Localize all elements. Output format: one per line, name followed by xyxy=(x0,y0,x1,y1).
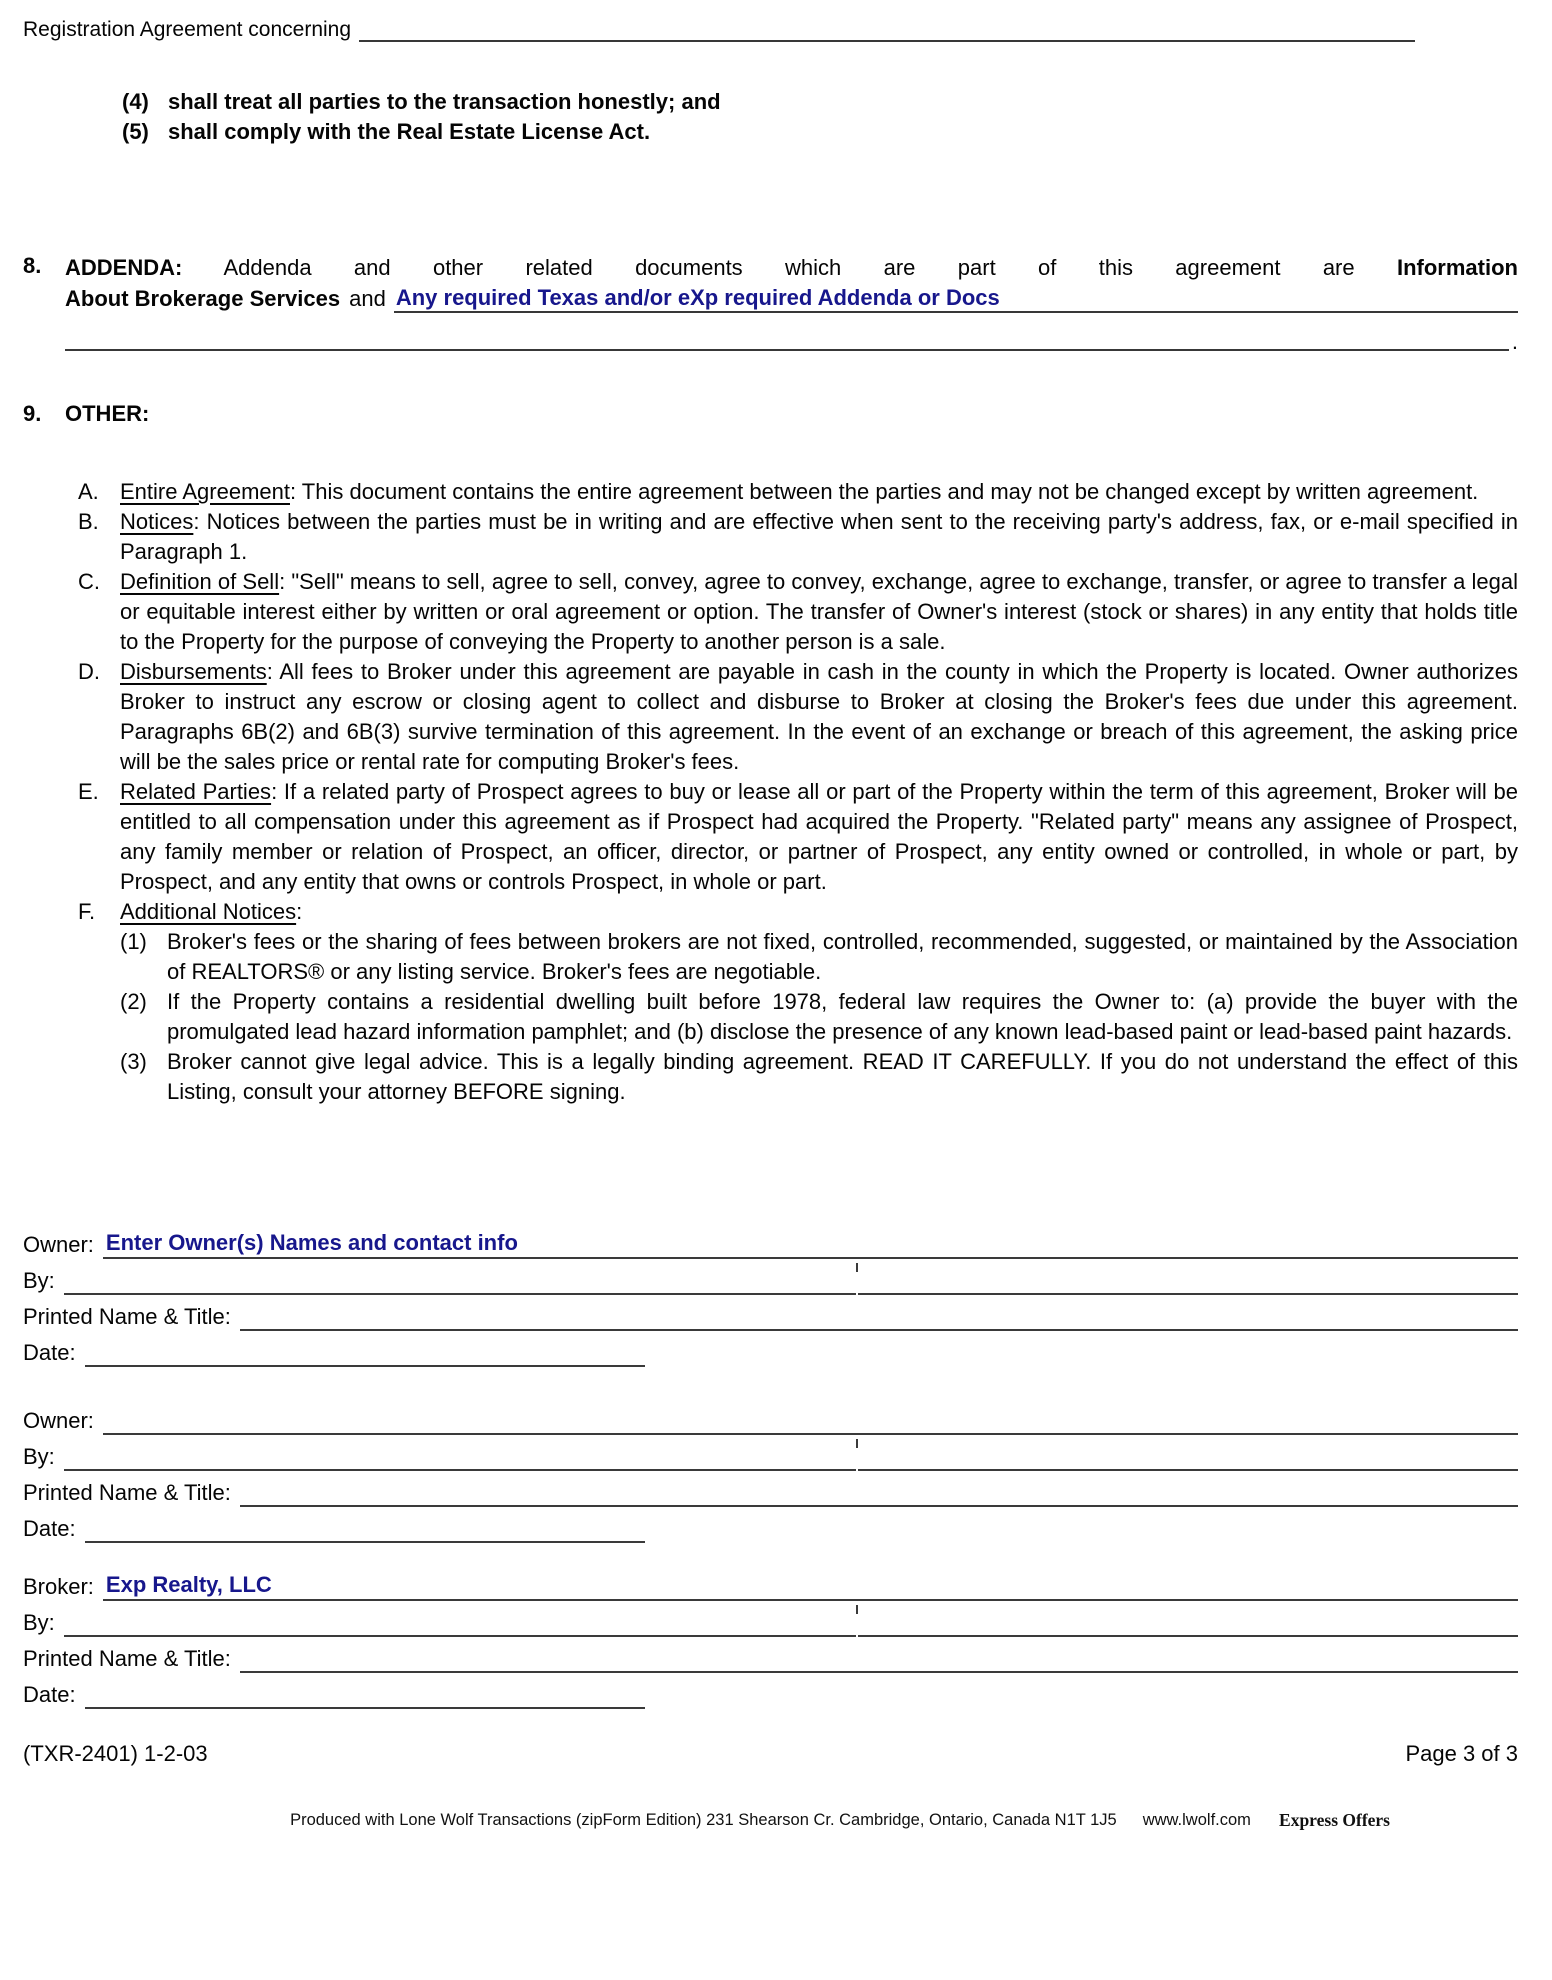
owner1-printed-row xyxy=(23,1299,1518,1335)
item-d-letter: D. xyxy=(78,659,100,684)
item-f-sub-3 xyxy=(120,1047,1518,1107)
broker-name-row xyxy=(23,1569,1518,1605)
item-e-related-parties xyxy=(78,777,1518,897)
owner1-date-label: Date: xyxy=(23,1340,76,1365)
owner2-label: Owner: xyxy=(23,1408,94,1433)
item-a-body xyxy=(120,477,1518,507)
owner2-signature-field[interactable] xyxy=(64,1439,856,1471)
section-8-addenda xyxy=(23,253,1518,355)
item-f-sub-2 xyxy=(120,987,1518,1047)
section-8-title: ADDENDA: xyxy=(65,255,183,280)
owner2-signature-block xyxy=(23,1403,1518,1547)
broker-name-field[interactable] xyxy=(103,1569,1518,1601)
owner2-name-row xyxy=(23,1403,1518,1439)
owner2-by-row xyxy=(23,1439,1518,1475)
item-c-letter: C. xyxy=(78,569,100,594)
owner2-date-label: Date: xyxy=(23,1516,76,1541)
produced-by-row xyxy=(23,1809,1518,1835)
page-number: Page 3 of 3 xyxy=(1405,1741,1518,1766)
item-d-text: : All fees to Broker under this agreement are payable in cash in the county in which the Property is located. Owner authorizes Broker to instruct any escrow or closing agent to collect and disburse to Broker at closing the Broker's fees due under this agreement. Paragraphs 6B(2) and 6B(3) survive termination of this agreement. In the event of an exchange or breach of this agreement, the asking price will be the sales price or rental rate for computing Broker's fees. xyxy=(120,659,1518,774)
section-8-bold-information: Information xyxy=(1396,255,1518,280)
item-d-body xyxy=(120,657,1518,777)
owner1-signature-field-2[interactable] xyxy=(858,1263,1518,1295)
section-9-number: 9. xyxy=(23,401,42,426)
item-b-letter: B. xyxy=(78,509,99,534)
item-f-sub-1-text: Broker's fees or the sharing of fees between brokers are not fixed, controlled, recommended, suggested, or maintained by the Association of REALTORS® or any listing service. Broker's fees are negotiable. xyxy=(167,929,1518,984)
item-b-notices xyxy=(78,507,1518,567)
produced-by-text: Produced with Lone Wolf Transactions (zipForm Edition) 231 Shearson Cr. Cambridge, Ontario, Canada N1T 1J5 xyxy=(290,1811,1117,1829)
item-f-sub-1 xyxy=(120,927,1518,987)
owner1-date-field[interactable] xyxy=(85,1335,645,1367)
item-b-heading: Notices xyxy=(120,509,194,534)
page-footer xyxy=(23,1739,1518,1769)
item-c-definition-of-sell xyxy=(78,567,1518,657)
item-f-sub-2-text: If the Property contains a residential dwelling built before 1978, federal law requires the Owner to: (a) provide the buyer with the promulgated lead hazard information pamphlet; and (b) disclose the presence of any known lead-based paint or lead-based paint hazards. xyxy=(167,989,1518,1044)
item-f-body xyxy=(120,897,1518,1107)
broker-printed-label: Printed Name & Title: xyxy=(23,1646,231,1671)
addenda-field-line-2[interactable] xyxy=(65,317,1509,351)
item-a-entire-agreement xyxy=(78,477,1518,507)
item-c-heading: Definition of Sell xyxy=(120,569,280,594)
owner1-name-field[interactable] xyxy=(103,1227,1518,1259)
item-a-text: : This document contains the entire agreement between the parties and may not be changed except by written agreement. xyxy=(289,479,1479,504)
owner2-printed-label: Printed Name & Title: xyxy=(23,1480,231,1505)
broker-by-row xyxy=(23,1605,1518,1641)
owner2-name-field[interactable] xyxy=(103,1403,1518,1435)
item-e-heading: Related Parties xyxy=(120,779,272,804)
express-offers-brand: Express Offers xyxy=(1279,1810,1390,1830)
registration-concerning-field[interactable] xyxy=(359,15,1415,42)
item-c-text: : "Sell" means to sell, agree to sell, convey, agree to convey, exchange, agree to exchange, transfer, or agree to transfer a legal or equitable interest either by written or oral agreement or option. The transfer of Owner's interest (stock or shares) in any entity that holds title to the Property for the purpose of conveying the Property to another person is a sale. xyxy=(120,569,1518,654)
preamble-item-5 xyxy=(122,117,1518,147)
item-f-heading: Additional Notices xyxy=(120,899,297,924)
form-number: (TXR-2401) 1-2-03 xyxy=(23,1741,208,1766)
owner1-printed-name-field[interactable] xyxy=(240,1299,1518,1331)
section-8-number: 8. xyxy=(23,253,42,278)
item-b-text: : Notices between the parties must be in writing and are effective when sent to the receiving party's address, fax, or e-mail specified in Paragraph 1. xyxy=(120,509,1518,564)
item-f-colon: : xyxy=(296,899,303,924)
section-8-line-2 xyxy=(65,283,1518,317)
broker-printed-name-field[interactable] xyxy=(240,1641,1518,1673)
header-label: Registration Agreement concerning xyxy=(23,18,352,41)
item-e-letter: E. xyxy=(78,779,99,804)
section-8-line-3 xyxy=(65,317,1518,355)
broker-date-field[interactable] xyxy=(85,1677,645,1709)
section-8-and: and xyxy=(349,286,386,311)
produced-by-url: www.lwolf.com xyxy=(1142,1811,1251,1829)
owner1-name-value[interactable]: Enter Owner(s) Names and contact info xyxy=(105,1230,518,1255)
preamble-item-4 xyxy=(122,87,1518,117)
item-d-heading: Disbursements xyxy=(120,659,267,684)
section-8-text: Addenda and other related documents which are part of this agreement are xyxy=(223,255,1355,280)
broker-name-value[interactable]: Exp Realty, LLC xyxy=(105,1572,272,1597)
owner2-date-spacer xyxy=(645,1511,1518,1547)
owner2-printed-row xyxy=(23,1475,1518,1511)
owner2-by-label: By: xyxy=(23,1444,55,1469)
owner2-date-row xyxy=(23,1511,1518,1547)
preamble-item-5-text: shall comply with the Real Estate License Act. xyxy=(168,119,651,144)
item-f-sub-1-num: (1) xyxy=(120,929,147,954)
addenda-field-value[interactable]: Any required Texas and/or eXp required Addenda or Docs xyxy=(395,285,1000,310)
broker-date-spacer xyxy=(645,1677,1518,1713)
item-d-disbursements xyxy=(78,657,1518,777)
broker-by-label: By: xyxy=(23,1610,55,1635)
header-spacer xyxy=(1415,15,1518,45)
item-f-sub-2-num: (2) xyxy=(120,989,147,1014)
owner2-printed-name-field[interactable] xyxy=(240,1475,1518,1507)
owner1-by-label: By: xyxy=(23,1268,55,1293)
section-8-body xyxy=(65,253,1518,355)
item-f-additional-notices xyxy=(78,897,1518,1107)
section-9-title: OTHER: xyxy=(65,401,150,426)
item-f-sub-3-num: (3) xyxy=(120,1049,147,1074)
broker-printed-row xyxy=(23,1641,1518,1677)
addenda-field-line-1[interactable] xyxy=(394,283,1518,313)
signature-section xyxy=(23,1227,1518,1713)
section-8-line-1 xyxy=(65,253,1518,283)
owner1-signature-field[interactable] xyxy=(64,1263,856,1295)
owner1-name-row xyxy=(23,1227,1518,1263)
preamble-list xyxy=(122,87,1518,147)
item-c-body xyxy=(120,567,1518,657)
owner2-date-field[interactable] xyxy=(85,1511,645,1543)
owner1-signature-block xyxy=(23,1227,1518,1371)
owner1-printed-label: Printed Name & Title: xyxy=(23,1304,231,1329)
item-a-letter: A. xyxy=(78,479,99,504)
section-8-bold-brokerage: About Brokerage Services xyxy=(65,286,341,311)
owner1-by-row xyxy=(23,1263,1518,1299)
item-f-sub-3-text: Broker cannot give legal advice. This is a legally binding agreement. READ IT CAREFULLY. If you do not understand the effect of this Listing, consult your attorney BEFORE signing. xyxy=(167,1049,1518,1104)
preamble-item-5-num: (5) xyxy=(122,119,149,144)
section-9-items xyxy=(23,477,1518,1107)
item-f-letter: F. xyxy=(78,899,96,924)
item-e-text: : If a related party of Prospect agrees to buy or lease all or part of the Property within the term of this agreement, Broker will be entitled to all compensation under this agreement as if Prospect had acquired the Property. "Related party" means any assignee of Prospect, any family member or relation of Prospect, an officer, director, or partner of Prospect, any entity owned or controlled, in whole or part, by Prospect, and any entity that owns or controls Prospect, in whole or part. xyxy=(120,779,1518,894)
section-9-other xyxy=(23,401,1518,427)
owner2-signature-field-2[interactable] xyxy=(858,1439,1518,1471)
preamble-item-4-num: (4) xyxy=(122,89,149,114)
item-a-heading: Entire Agreement xyxy=(120,479,290,504)
owner1-date-row xyxy=(23,1335,1518,1371)
item-e-body xyxy=(120,777,1518,897)
page-header xyxy=(23,15,1518,45)
owner1-date-spacer xyxy=(645,1335,1518,1371)
broker-date-label: Date: xyxy=(23,1682,76,1707)
broker-signature-block xyxy=(23,1569,1518,1713)
item-f-heading-line xyxy=(120,897,1518,927)
broker-signature-field-2[interactable] xyxy=(858,1605,1518,1637)
broker-label: Broker: xyxy=(23,1574,94,1599)
owner1-label: Owner: xyxy=(23,1232,94,1257)
preamble-item-4-text: shall treat all parties to the transaction honestly; and xyxy=(168,89,721,114)
broker-date-row xyxy=(23,1677,1518,1713)
item-b-body xyxy=(120,507,1518,567)
section-8-period: . xyxy=(1511,329,1518,354)
broker-signature-field[interactable] xyxy=(64,1605,856,1637)
